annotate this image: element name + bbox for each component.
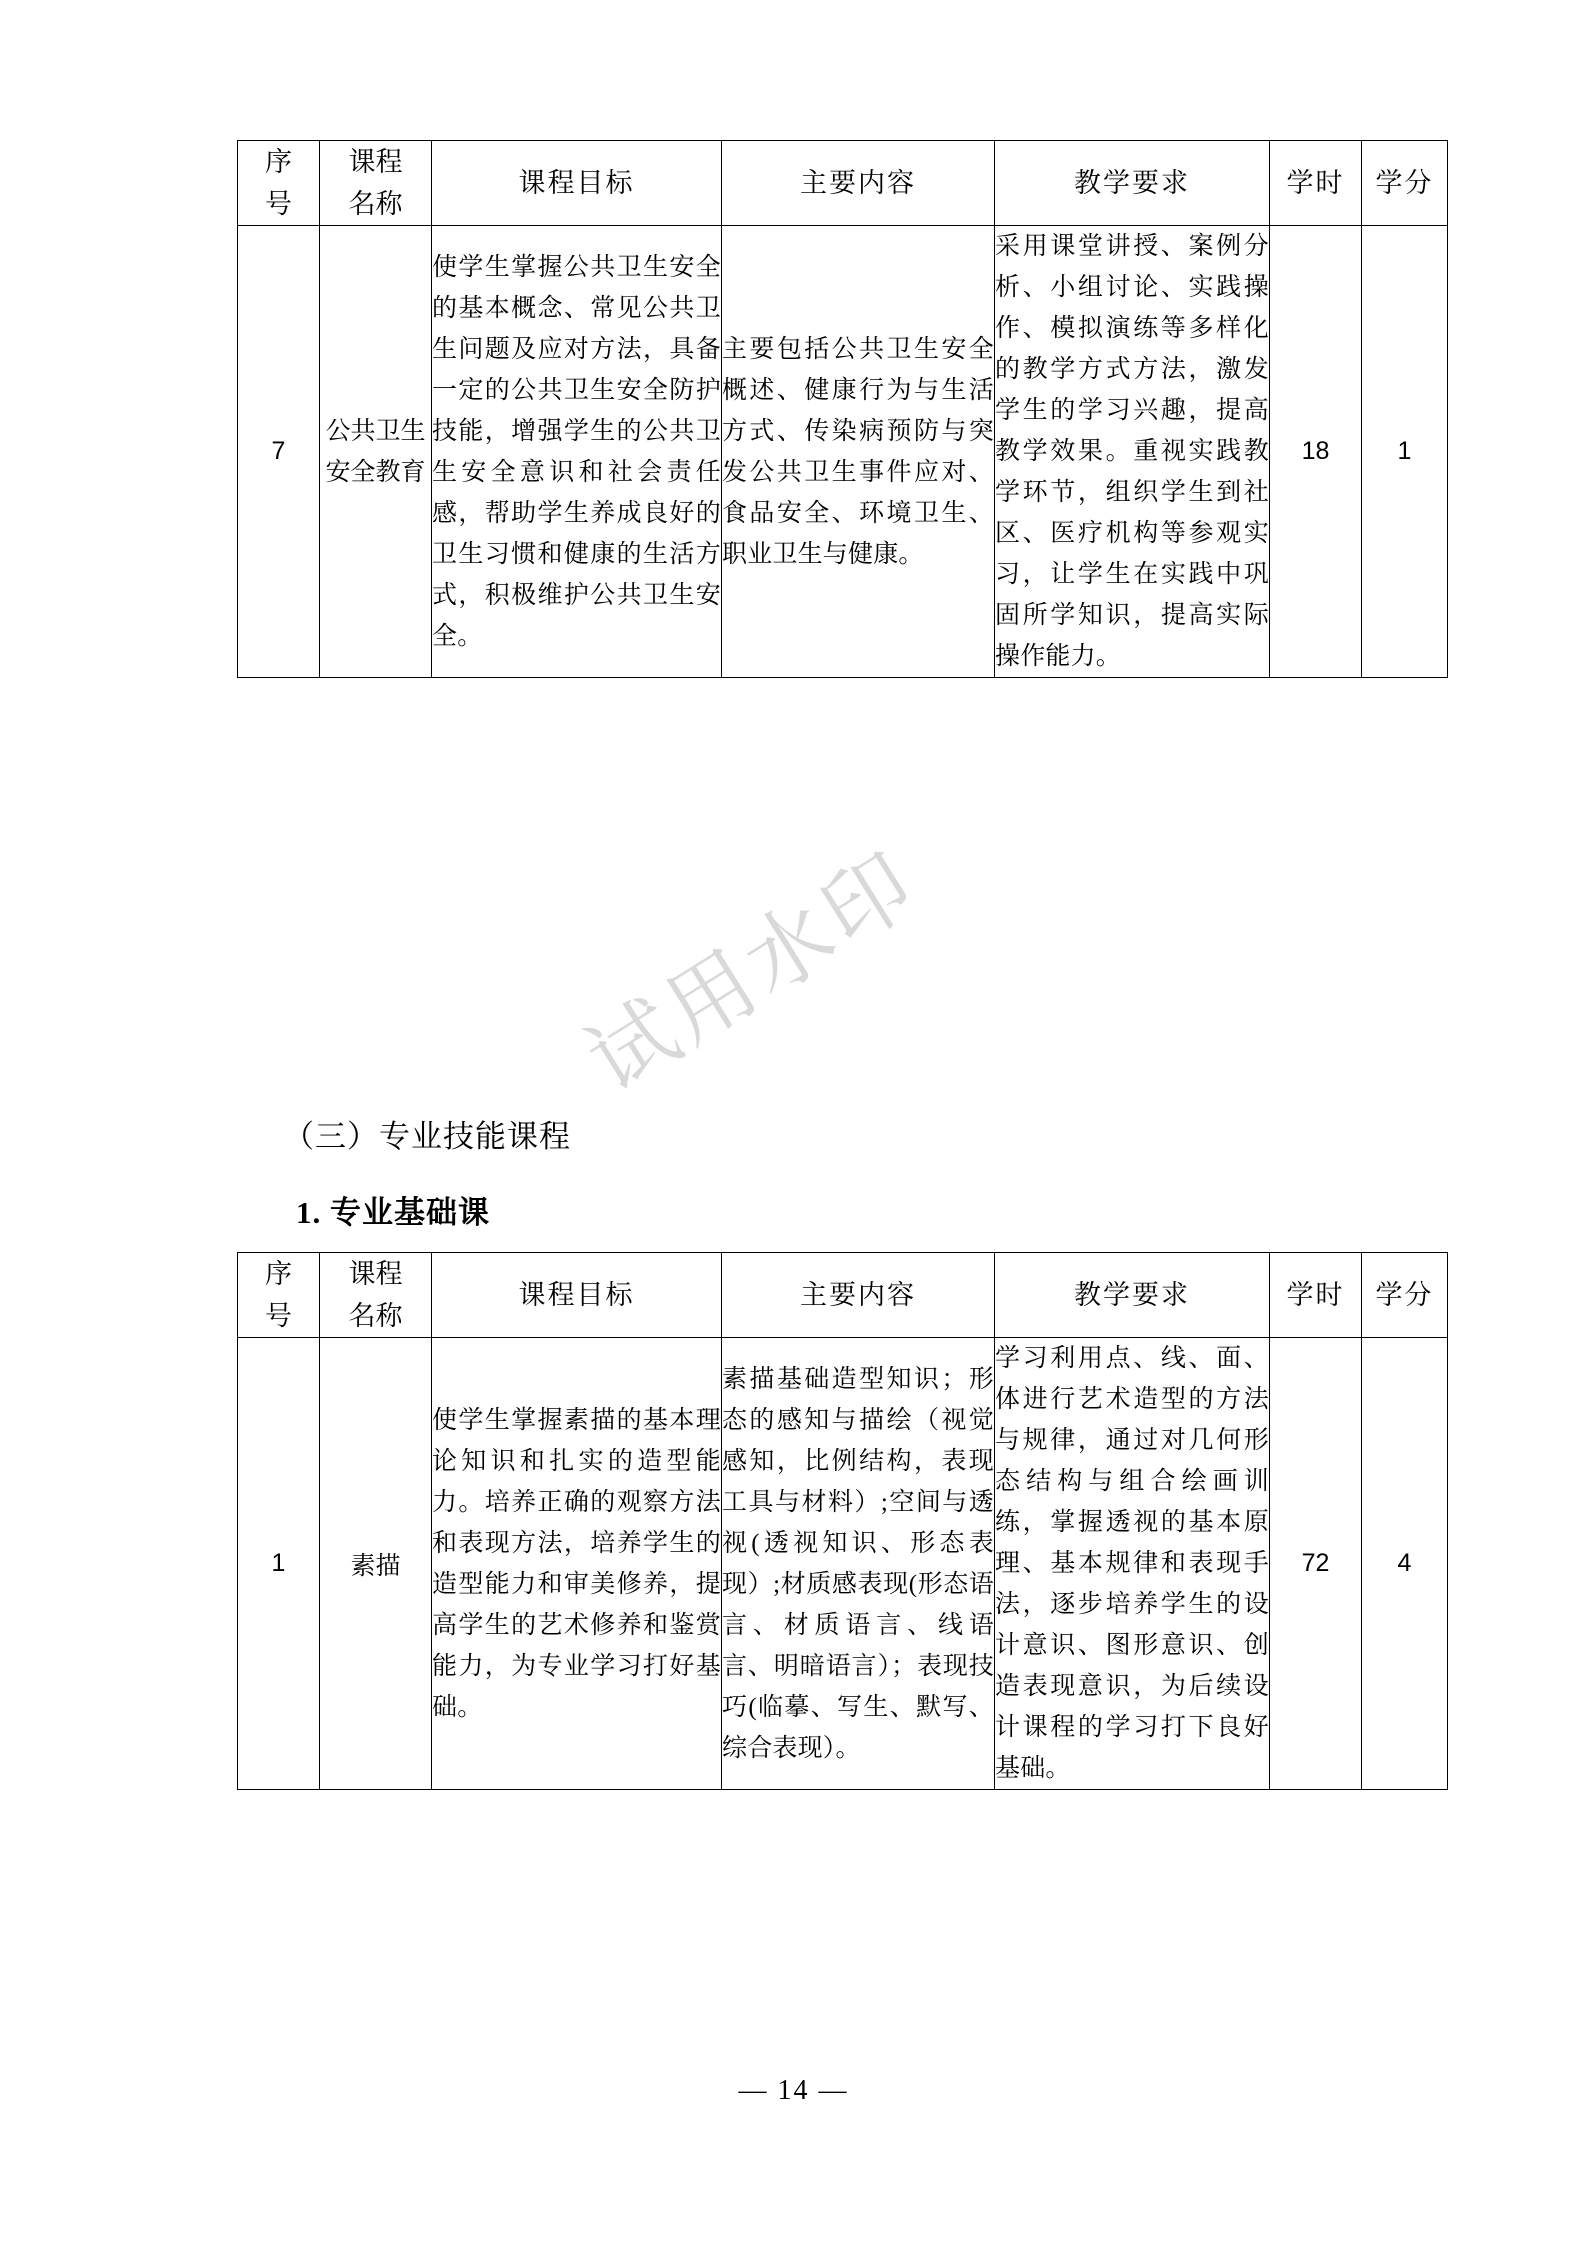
- column-header-course-name-line1: 课程: [348, 147, 403, 177]
- table-row: [238, 226, 1448, 678]
- cell-teaching-requirement: 学习利用点、线、面、体进行艺术造型的方法与规律，通过对几何形态结构与组合绘画训练，掌握透视的基本原理、基本规律和表现手法，逐步培养学生的设计意识、图形意识、创造表现意识，为后续设计课程的学习打下良好基础。: [995, 1338, 1270, 1790]
- column-header-course-name: [320, 1253, 432, 1338]
- column-header-course-name-line2: 名称: [348, 1301, 403, 1331]
- cell-hours: 18: [1270, 226, 1362, 678]
- column-header-course-name: [320, 141, 432, 226]
- column-header-course-goal: 课程目标: [432, 1253, 722, 1338]
- table-header-row: [238, 1253, 1448, 1338]
- column-header-no-line1: 序: [265, 147, 292, 177]
- column-header-no-line2: 号: [265, 1301, 292, 1331]
- cell-no: 1: [238, 1338, 320, 1790]
- column-header-course-name-line2: 名称: [348, 189, 403, 219]
- cell-course-goal: 使学生掌握公共卫生安全的基本概念、常见公共卫生问题及应对方法，具备一定的公共卫生安全防护技能，增强学生的公共卫生安全意识和社会责任感，帮助学生养成良好的卫生习惯和健康的生活方式，积极维护公共卫生安全。: [432, 226, 722, 678]
- column-header-hours: 学时: [1270, 141, 1362, 226]
- column-header-hours: 学时: [1270, 1253, 1362, 1338]
- column-header-no-line1: 序: [265, 1259, 292, 1289]
- subsection-heading: 1. 专业基础课: [296, 1195, 490, 1230]
- cell-main-content: 素描基础造型知识；形态的感知与描绘（视觉感知，比例结构，表现工具与材料）;空间与透视(透视知识、形态表现）;材质感表现(形态语言、材质语言、线语言、明暗语言）；表现技巧(临摹、写生、默写、综合表现）。: [722, 1338, 995, 1790]
- column-header-credits: 学分: [1362, 1253, 1448, 1338]
- section-heading: （三）专业技能课程: [283, 1119, 571, 1154]
- cell-hours: 72: [1270, 1338, 1362, 1790]
- watermark-text: 试用水印: [571, 833, 935, 1111]
- column-header-teaching-requirement: 教学要求: [995, 1253, 1270, 1338]
- column-header-no-line2: 号: [265, 189, 292, 219]
- cell-main-content: 主要包括公共卫生安全概述、健康行为与生活方式、传染病预防与突发公共卫生事件应对、食品安全、环境卫生、职业卫生与健康。: [722, 226, 995, 678]
- page-number-footer: — 14 —: [738, 2075, 849, 2106]
- cell-no: 7: [238, 226, 320, 678]
- cell-course-goal: 使学生掌握素描的基本理论知识和扎实的造型能力。培养正确的观察方法和表现方法，培养学生的造型能力和审美修养，提高学生的艺术修养和鉴赏能力，为专业学习打好基础。: [432, 1338, 722, 1790]
- column-header-no: [238, 141, 320, 226]
- column-header-credits: 学分: [1362, 141, 1448, 226]
- table-row: [238, 1338, 1448, 1790]
- public-health-course-table: [237, 140, 1448, 678]
- column-header-no: [238, 1253, 320, 1338]
- cell-course-name: 素描: [320, 1338, 432, 1790]
- table-header-row: [238, 141, 1448, 226]
- column-header-course-goal: 课程目标: [432, 141, 722, 226]
- professional-basic-course-table: [237, 1252, 1448, 1790]
- cell-course-name: 公共卫生安全教育: [320, 226, 432, 678]
- cell-credits: 4: [1362, 1338, 1448, 1790]
- column-header-teaching-requirement: 教学要求: [995, 141, 1270, 226]
- cell-teaching-requirement: 采用课堂讲授、案例分析、小组讨论、实践操作、模拟演练等多样化的教学方式方法，激发学生的学习兴趣，提高教学效果。重视实践教学环节，组织学生到社区、医疗机构等参观实习，让学生在实践中巩固所学知识，提高实际操作能力。: [995, 226, 1270, 678]
- column-header-main-content: 主要内容: [722, 1253, 995, 1338]
- column-header-main-content: 主要内容: [722, 141, 995, 226]
- column-header-course-name-line1: 课程: [348, 1259, 403, 1289]
- cell-credits: 1: [1362, 226, 1448, 678]
